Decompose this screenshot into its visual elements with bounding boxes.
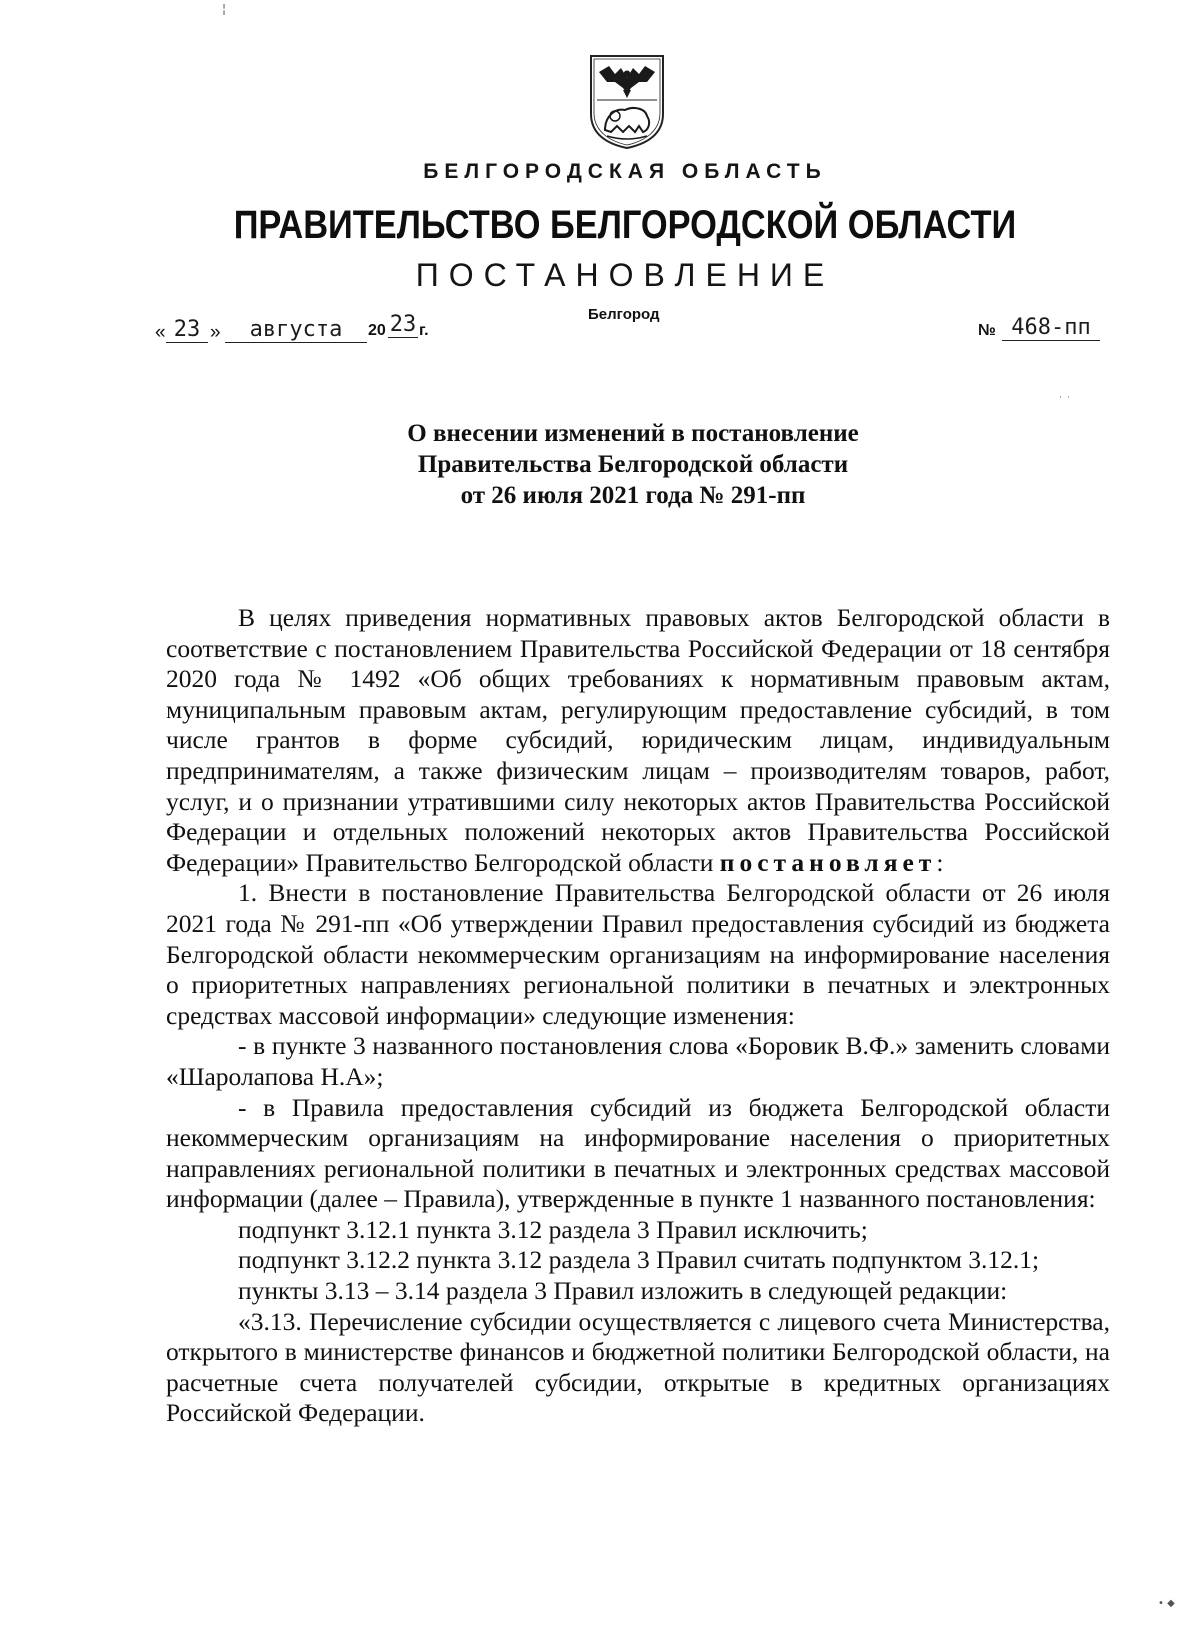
scan-speck: • ◆ <box>1158 1598 1175 1609</box>
resolves-word: постановляет <box>719 847 937 877</box>
scan-speck: ˙ ˙ <box>1058 396 1072 407</box>
paragraph-item-1: 1. Внести в постановление Правительства Белгородской области от 26 июля 2021 года № 291-пп «Об утверждении Правил предоставления субсидий из бюджета Белгородской области некоммерческим организациям на информирование населения о приоритетных направлениях региональной политики в печатных и электронных средствах массовой информации» следующие изменения: <box>166 878 1110 1030</box>
preamble-colon: : <box>936 847 944 877</box>
scan-speck: ¦ <box>222 2 227 16</box>
preamble-text: В целях приведения нормативных правовых актов Белгородской области в соответствие с постановлением Правительства Российской Федерации от 18 сентября 2020 года № 1492 «Об общих требованиях к нормативным правовым актам, муниципальным правовым актам, регулирующим предоставление субсидий, в том числе грантов в форме субсидий, юридическим лицам, индивидуальным предпринимателям, а также физическим лицам – производителям товаров, работ, услуг, и о признании утратившими силу некоторых актов Правительства Российской Федерации и отдельных положений некоторых актов Правительства Российской Федерации» Правительство Белгородской области <box>166 603 1110 877</box>
paragraph-point-3-13: «3.13. Перечисление субсидии осуществляется с лицевого счета Министерства, открытого в министерстве финансов и бюджетной политики Белгородской области, на расчетные счета получателей субсидии, открытые в кредитных организациях Российской Федерации. <box>166 1306 1110 1428</box>
number-value: 468-пп <box>1002 315 1100 341</box>
number-label: № <box>978 322 996 339</box>
document-body <box>166 603 1110 1429</box>
paragraph-rules-change: - в Правила предоставления субсидий из бюджета Белгородской области некоммерческим организациям на информирование населения о приоритетных направлениях региональной политики в печатных и электронных средствах массовой информации (далее – Правила), утвержденные в пункте 1 названного постановления: <box>166 1092 1110 1214</box>
date-close-quote: » <box>210 322 221 343</box>
title-line-1: О внесении изменений в постановление <box>407 420 859 447</box>
paragraph-preamble <box>166 603 1110 878</box>
date-day: 23 <box>166 317 208 343</box>
document-type: ПОСТАНОВЛЕНИЕ <box>415 257 835 293</box>
government-name: ПРАВИТЕЛЬСТВО БЕЛГОРОДСКОЙ ОБЛАСТИ <box>233 203 1017 247</box>
date-suffix: г. <box>419 322 429 339</box>
date-open-quote: « <box>155 322 166 343</box>
paragraph-subitem-exclude: подпункт 3.12.1 пункта 3.12 раздела 3 Правил исключить; <box>238 1214 868 1244</box>
coat-of-arms-icon <box>585 52 669 150</box>
date-month: августа <box>225 317 367 343</box>
document-title <box>0 418 1200 511</box>
paragraph-points-restate: пункты 3.13 – 3.14 раздела 3 Правил изложить в следующей редакции: <box>238 1276 1008 1306</box>
title-line-3: от 26 июля 2021 года № 291-пп <box>460 482 806 509</box>
city-name: Белгород <box>588 306 660 323</box>
paragraph-point-3-change: - в пункте 3 названного постановления слова «Боровик В.Ф.» заменить словами «Шаролапова Н.А»; <box>166 1031 1110 1091</box>
date-year: 23 <box>389 312 417 337</box>
paragraph-subitem-renumber: подпункт 3.12.2 пункта 3.12 раздела 3 Правил считать подпунктом 3.12.1; <box>238 1245 1040 1275</box>
title-line-2: Правительства Белгородской области <box>417 451 849 478</box>
date-century: 20 <box>368 322 386 339</box>
region-name: БЕЛГОРОДСКАЯ ОБЛАСТЬ <box>423 160 827 183</box>
